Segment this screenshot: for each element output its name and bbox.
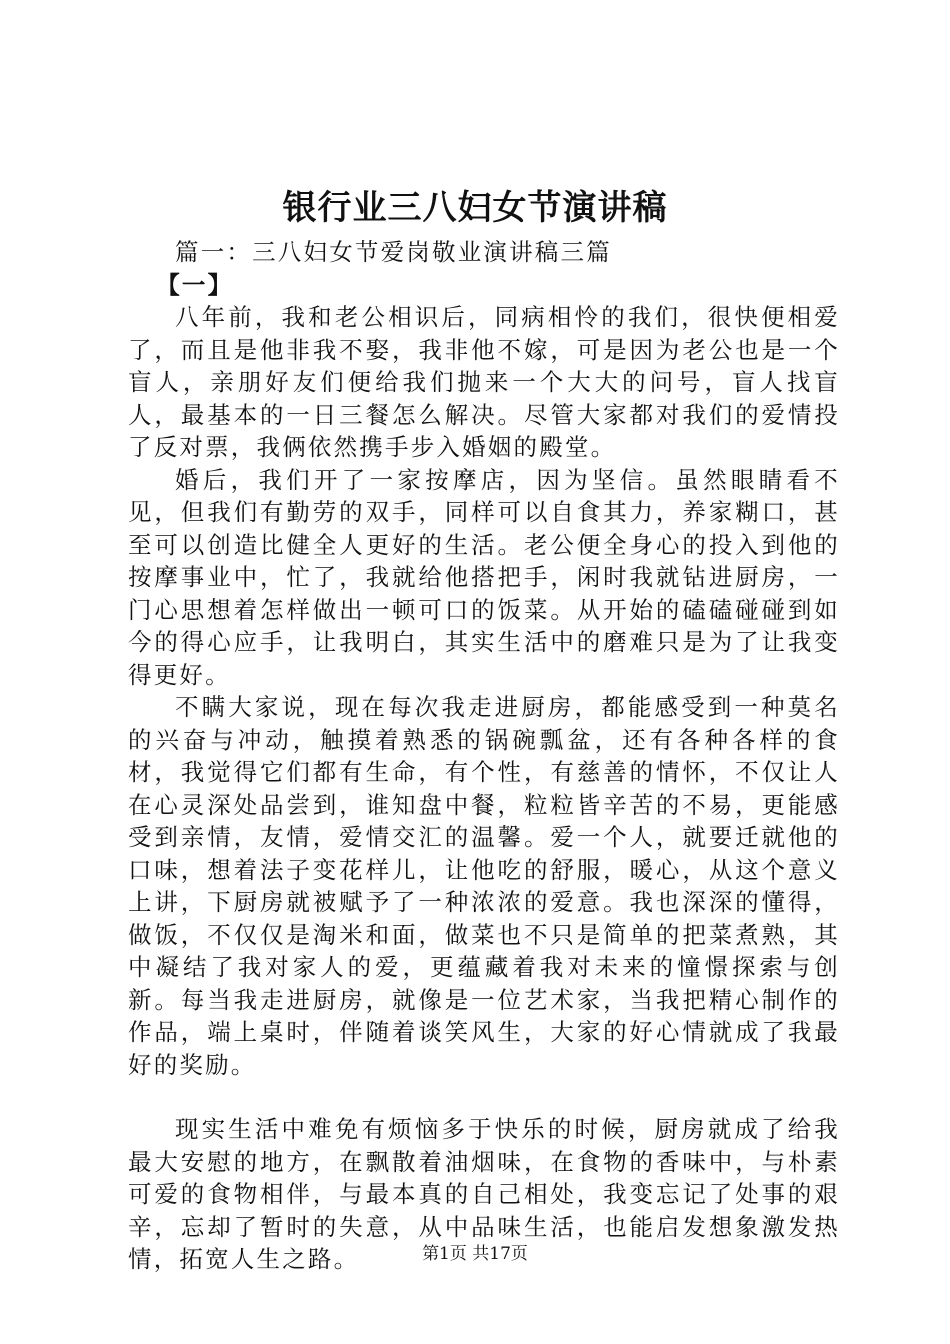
paragraph-gap [128,1081,840,1113]
paragraph-3: 不瞒大家说，现在每次我走进厨房，都能感受到一种莫名的兴奋与冲动，触摸着熟悉的锅碗瓢盆，还有各种各样的食材，我觉得它们都有生命，有个性，有慈善的情怀，不仅让人在心灵深处品尝到，谁知盘中餐，粒粒皆辛苦的不易，更能感受到亲情，友情，爱情交汇的温馨。爱一个人，就要迁就他的口味，想着法子变花样儿，让他吃的舒服，暖心，从这个意义上讲，下厨房就被赋予了一种浓浓的爱意。我也深深的懂得，做饭，不仅仅是淘米和面，做菜也不只是简单的把菜煮熟，其中凝结了我对家人的爱，更蕴藏着我对未来的憧憬探索与创新。每当我走进厨房，就像是一位艺术家，当我把精心制作的作品，端上桌时，伴随着谈笑风生，大家的好心情就成了我最好的奖励。 [128,693,840,1079]
paragraph-4: 现实生活中难免有烦恼多于快乐的时候，厨房就成了给我最大安慰的地方，在飘散着油烟味，在食物的香味中，与朴素可爱的食物相伴，与最本真的自己相处，我变忘记了处事的艰辛，忘却了暂时的失意，从中品味生活，也能启发想象激发热情，拓宽人生之路。 [128,1115,840,1273]
page-footer: 第1页 共17页 [422,1244,528,1264]
paragraph-1: 八年前，我和老公相识后，同病相怜的我们，很快便相爱了，而且是他非我不娶，我非他不嫁，可是因为老公也是一个盲人，亲朋好友们便给我们抛来一个大大的问号，盲人找盲人，最基本的一日三餐怎么解决。尽管大家都对我们的爱情投了反对票，我俩依然携手步入婚姻的殿堂。 [128,303,840,461]
section-heading: 篇一：三八妇女节爱岗敬业演讲稿三篇 [175,238,612,266]
document-title: 银行业三八妇女节演讲稿 [282,188,668,228]
document-body [128,236,840,1276]
subheading: 【一】 [156,270,234,299]
paragraph-2: 婚后，我们开了一家按摩店，因为坚信。虽然眼睛看不见，但我们有勤劳的双手，同样可以自食其力，养家糊口，甚至可以创造比健全人更好的生活。老公便全身心的投入到他的按摩事业中，忙了，我就给他搭把手，闲时我就钻进厨房，一门心思想着怎样做出一顿可口的饭菜。从开始的磕磕碰碰到如今的得心应手，让我明白，其实生活中的磨难只是为了让我变得更好。 [128,465,840,689]
